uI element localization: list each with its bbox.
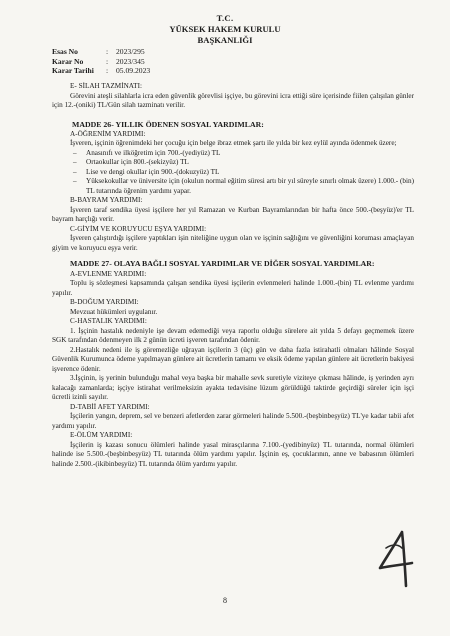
bayram-text: İşveren taraf sendika üyesi işçilere her yıl Ramazan ve Kurban Bayramlarından bir hafta önce 500.-(beşyüz)'er TL bayram harçlığı verir. (52, 205, 414, 224)
meta-row-karar: Karar No : 2023/345 (52, 56, 145, 66)
meta-row-tarih: Karar Tarihi : 05.09.2023 (52, 66, 151, 76)
dogum-title: B-DOĞUM YARDIMI: (70, 298, 139, 307)
olum-text: İşçilerin iş kazası sonucu ölümleri halinde yasal mirasçılarına 7.100.-(yedibinyüz) TL tutarında, normal ölümleri halinde ise 5.500.-(beşbinbeşyüz) TL tutarında ölüm yardımı yapılır. İşçinin eş, çocuklarının, anne ve babasının ölümleri halinde 2.500.-(ikibinbeşyüz) TL tutarında ölüm yardımı yapılır. (52, 440, 414, 468)
ogrenim-list (52, 149, 414, 197)
hastalik-text-3: 3.İşçinin, iş yerinin bulunduğu mahal veya başka bir mahalle sevk suretiyle viziteye çıkması hâlinde, iş yerinden ayrı kalacağı zamanlarda; işçiye istirahat verilmeksizin ayakta tedavisine lüzum görüldüğü taktirde geçirdiği süreler için işçi ücretli izinli sayılır. (52, 374, 414, 402)
afet-text: İşçilerin yangın, deprem, sel ve benzeri afetlerden zarar görmeleri halinde 5.500.-(beşbinbeşyüz) TL'ye kadar tabii afet yardımı yapılır. (52, 412, 414, 430)
giyim-text: İşveren çalıştırdığı işçilere yaptıkları işin niteliğine uygun olan ve işçinin sağlığını ve güvenliğini koruması amaçlayan giyim ve koruyucu eşya verir. (52, 234, 414, 252)
list-item: – Yüksekokullar ve üniversite için (okulun normal eğitim süresi artı bir yıl süreyle sınırlı olmak üzere) 1.000.- (bin) TL tutarında öğrenim yardımı yapar. (86, 177, 414, 196)
signature-mark (372, 528, 424, 590)
list-item: – Anasınıfı ve ilköğretim için 700.-(yediyüz) TL (86, 149, 414, 159)
ogrenim-text: İşveren, işçinin öğrenimdeki her çocuğu için belge ibraz etmek şartı ile yılda bir kez eylül ayında ödenmek üzere; (70, 139, 397, 148)
silah-title: E- SİLAH TAZMİNATI: (70, 82, 142, 90)
bayram-title: B-BAYRAM YARDIMI: (70, 196, 143, 205)
hastalik-title: C-HASTALIK YARDIMI: (70, 317, 147, 326)
page-number: 8 (223, 596, 227, 605)
meta-label: Esas No (52, 47, 78, 56)
meta-value: 2023/345 (116, 56, 145, 66)
header-tc: T.C. (216, 13, 234, 23)
article-26-title: MADDE 26- YILLIK ÖDENEN SOSYAL YARDIMLAR: (72, 119, 264, 129)
header-institution: YÜKSEK HAKEM KURULU (169, 24, 281, 34)
silah-text: Görevini ateşli silahlarla icra eden güvenlik görevlisi işçiye, bu görevini icra ettiği süre içerisinde fiilen çalışılan günler için 12.-(oniki) TL/Gün silah tazminatı verilir. (52, 91, 414, 109)
evlenme-text: Toplu iş sözleşmesi kapsamında çalışan sendika üyesi işçilerin evlenmeleri halinde 1.000.-(bin) TL evlenme yardımı yapılır. (52, 279, 414, 297)
meta-value: 2023/295 (116, 47, 145, 56)
header-department: BAŞKANLIĞI (197, 35, 253, 45)
list-item: – Lise ve dengi okullar için 900.-(dokuzyüz) TL (86, 168, 414, 178)
ogrenim-title: A-ÖĞRENİM YARDIMI: (70, 129, 146, 138)
giyim-title: C-GİYİM VE KORUYUCU EŞYA YARDIMI: (70, 224, 207, 233)
afet-title: D-TABİİ AFET YARDIMI: (70, 402, 150, 411)
list-item: – Ortaokullar için 800.-(sekizyüz) TL (86, 158, 414, 168)
meta-label: Karar Tarihi (52, 66, 94, 76)
olum-title: E-ÖLÜM YARDIMI: (70, 431, 133, 440)
hastalik-text-2: 2.Hastalık nedeni ile iş göremezliğe uğrayan işçilerin 3 (üç) gün ve daha fazla istirahatli olmaları hâlinde Sosyal Güvenlik Kurumunca ödeme yapılmayan günlere ait ücretlerin tamamı ve eksik ödeme yapılan günlere ait ücretlerin bakiyesi işverence ödenir. (52, 345, 414, 373)
document-body (52, 82, 414, 469)
article-27-title: MADDE 27- OLAYA BAĞLI SOSYAL YARDIMLAR VE DİĞER SOSYAL YARDIMLAR: (70, 259, 375, 269)
meta-row-esas: Esas No : 2023/295 (52, 47, 145, 56)
case-meta (52, 47, 150, 76)
meta-label: Karar No (52, 56, 84, 66)
hastalik-text-1: 1. İşçinin hastalık nedeniyle işe devam edemediği veya raporlu olduğu sürelere ait yılda 5 defayı geçmemek üzere SGK tarafından ödenmeyen ilk 2 günün ücreti işveren tarafından ödenir. (52, 326, 414, 345)
meta-value: 05.09.2023 (116, 66, 151, 76)
evlenme-title: A-EVLENME YARDIMI: (70, 269, 147, 278)
dogum-text: Mevzuat hükümleri uygulanır. (70, 307, 158, 316)
